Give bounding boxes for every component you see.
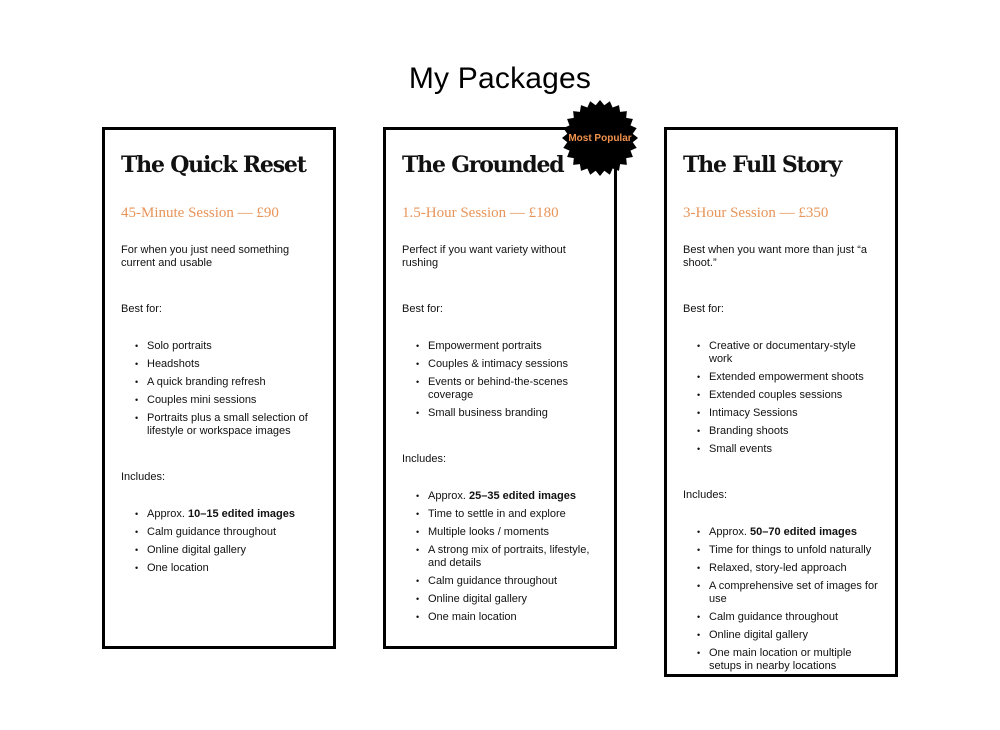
list-item-prefix: Approx. bbox=[428, 490, 469, 502]
list-item bbox=[416, 358, 598, 371]
list-item-text: One location bbox=[147, 562, 209, 574]
list-item-text: Multiple looks / moments bbox=[428, 526, 550, 538]
list-item-text: A strong mix of portraits, lifestyle, and details bbox=[428, 544, 590, 569]
list-item bbox=[697, 647, 879, 673]
list-item bbox=[416, 376, 598, 402]
bullet-icon: • bbox=[416, 545, 420, 555]
bullet-icon: • bbox=[697, 630, 701, 640]
best-for-list bbox=[683, 340, 879, 456]
best-for-label: Best for: bbox=[121, 303, 162, 315]
list-item bbox=[416, 490, 598, 503]
includes-label: Includes: bbox=[683, 489, 728, 501]
package-description: Perfect if you want variety without rushing bbox=[402, 244, 566, 269]
bullet-icon: • bbox=[697, 341, 701, 351]
includes-label: Includes: bbox=[121, 471, 166, 483]
bullet-icon: • bbox=[697, 545, 701, 555]
list-item bbox=[697, 562, 879, 575]
list-item bbox=[135, 376, 317, 389]
list-item-text: One main location or multiple setups in nearby locations bbox=[709, 647, 852, 672]
image-count: 10–15 edited images bbox=[187, 508, 295, 520]
list-item bbox=[135, 508, 317, 521]
bullet-icon: • bbox=[697, 648, 701, 658]
includes-list bbox=[683, 526, 879, 673]
bullet-icon: • bbox=[416, 527, 420, 537]
list-item-text: Events or behind-the-scenes coverage bbox=[428, 376, 569, 401]
package-description: For when you just need something current and usable bbox=[121, 244, 290, 269]
bullet-icon: • bbox=[416, 509, 420, 519]
package-price: 45-Minute Session — £90 bbox=[121, 205, 279, 221]
list-item-text: Time to settle in and explore bbox=[428, 508, 566, 520]
list-item bbox=[135, 394, 317, 407]
list-item bbox=[135, 526, 317, 539]
package-description: Best when you want more than just “a shoot.” bbox=[683, 244, 868, 269]
bullet-icon: • bbox=[135, 341, 139, 351]
list-item bbox=[135, 544, 317, 557]
list-item-text: Extended couples sessions bbox=[709, 389, 843, 401]
list-item-text: Creative or documentary-style work bbox=[709, 340, 856, 365]
list-item bbox=[416, 593, 598, 606]
list-item-text: Portraits plus a small selection of lifestyle or workspace images bbox=[147, 412, 308, 437]
package-name: The Full Story bbox=[683, 152, 841, 178]
list-item bbox=[697, 580, 879, 606]
bullet-icon: • bbox=[697, 563, 701, 573]
best-for-list bbox=[121, 340, 317, 438]
list-item-text: Calm guidance throughout bbox=[709, 611, 839, 623]
bullet-icon: • bbox=[416, 341, 420, 351]
list-item bbox=[697, 340, 879, 366]
list-item bbox=[697, 526, 879, 539]
image-count: 50–70 edited images bbox=[749, 526, 857, 538]
list-item-text: Online digital gallery bbox=[709, 629, 809, 641]
list-item bbox=[697, 443, 879, 456]
list-item-text: One main location bbox=[428, 611, 517, 623]
bullet-icon: • bbox=[135, 545, 139, 555]
list-item-text: Headshots bbox=[147, 358, 200, 370]
bullet-icon: • bbox=[697, 527, 701, 537]
package-card-quick-reset bbox=[102, 127, 336, 649]
bullet-icon: • bbox=[416, 612, 420, 622]
list-item bbox=[697, 611, 879, 624]
package-name: The Quick Reset bbox=[121, 152, 306, 178]
list-item bbox=[416, 544, 598, 570]
list-item-prefix: Approx. bbox=[709, 526, 750, 538]
bullet-icon: • bbox=[135, 413, 139, 423]
bullet-icon: • bbox=[135, 395, 139, 405]
bullet-icon: • bbox=[135, 563, 139, 573]
list-item-text: Couples & intimacy sessions bbox=[428, 358, 569, 370]
image-count: 25–35 edited images bbox=[468, 490, 576, 502]
list-item-text: Time for things to unfold naturally bbox=[709, 544, 872, 556]
list-item bbox=[697, 389, 879, 402]
package-card-full-story bbox=[664, 127, 898, 677]
list-item-text: Relaxed, story-led approach bbox=[709, 562, 847, 574]
package-name: The Grounded bbox=[402, 152, 564, 178]
list-item bbox=[416, 611, 598, 624]
list-item-text: Solo portraits bbox=[147, 340, 212, 352]
bullet-icon: • bbox=[697, 612, 701, 622]
bullet-icon: • bbox=[416, 359, 420, 369]
list-item-text: Online digital gallery bbox=[428, 593, 528, 605]
list-item bbox=[416, 575, 598, 588]
package-card-grounded bbox=[383, 127, 617, 649]
list-item bbox=[135, 358, 317, 371]
list-item-text: Online digital gallery bbox=[147, 544, 247, 556]
list-item bbox=[416, 407, 598, 420]
list-item bbox=[697, 425, 879, 438]
bullet-icon: • bbox=[416, 594, 420, 604]
bullet-icon: • bbox=[416, 377, 420, 387]
list-item bbox=[416, 526, 598, 539]
best-for-label: Best for: bbox=[402, 303, 443, 315]
includes-list bbox=[402, 490, 598, 624]
list-item-text: Calm guidance throughout bbox=[147, 526, 277, 538]
bullet-icon: • bbox=[697, 390, 701, 400]
bullet-icon: • bbox=[697, 581, 701, 591]
includes-label: Includes: bbox=[402, 453, 447, 465]
list-item bbox=[135, 412, 317, 438]
list-item-text: Empowerment portraits bbox=[428, 340, 542, 352]
list-item bbox=[135, 562, 317, 575]
best-for-list bbox=[402, 340, 598, 420]
best-for-label: Best for: bbox=[683, 303, 724, 315]
bullet-icon: • bbox=[135, 527, 139, 537]
bullet-icon: • bbox=[697, 444, 701, 454]
bullet-icon: • bbox=[135, 509, 139, 519]
list-item-text: Small events bbox=[709, 443, 772, 455]
bullet-icon: • bbox=[135, 359, 139, 369]
badge-label: Most Popular bbox=[568, 132, 632, 144]
package-price: 1.5-Hour Session — £180 bbox=[402, 205, 559, 221]
includes-list bbox=[121, 508, 317, 575]
list-item bbox=[416, 508, 598, 521]
list-item bbox=[135, 340, 317, 353]
list-item bbox=[416, 340, 598, 353]
list-item-text: Calm guidance throughout bbox=[428, 575, 558, 587]
bullet-icon: • bbox=[416, 408, 420, 418]
list-item-text: Small business branding bbox=[428, 407, 548, 419]
bullet-icon: • bbox=[697, 372, 701, 382]
list-item-text: Couples mini sessions bbox=[147, 394, 257, 406]
page-title: My Packages bbox=[408, 62, 592, 96]
list-item bbox=[697, 371, 879, 384]
list-item-text: Branding shoots bbox=[709, 425, 789, 437]
list-item-prefix: Approx. bbox=[147, 508, 188, 520]
list-item-text: A quick branding refresh bbox=[147, 376, 266, 388]
list-item-text: Intimacy Sessions bbox=[709, 407, 798, 419]
list-item-text: Extended empowerment shoots bbox=[709, 371, 864, 383]
bullet-icon: • bbox=[135, 377, 139, 387]
list-item bbox=[697, 407, 879, 420]
most-popular-badge bbox=[562, 100, 638, 176]
list-item-text: A comprehensive set of images for use bbox=[709, 580, 878, 605]
package-price: 3-Hour Session — £350 bbox=[683, 205, 829, 221]
bullet-icon: • bbox=[697, 426, 701, 436]
list-item bbox=[697, 544, 879, 557]
bullet-icon: • bbox=[416, 491, 420, 501]
bullet-icon: • bbox=[697, 408, 701, 418]
list-item bbox=[697, 629, 879, 642]
bullet-icon: • bbox=[416, 576, 420, 586]
